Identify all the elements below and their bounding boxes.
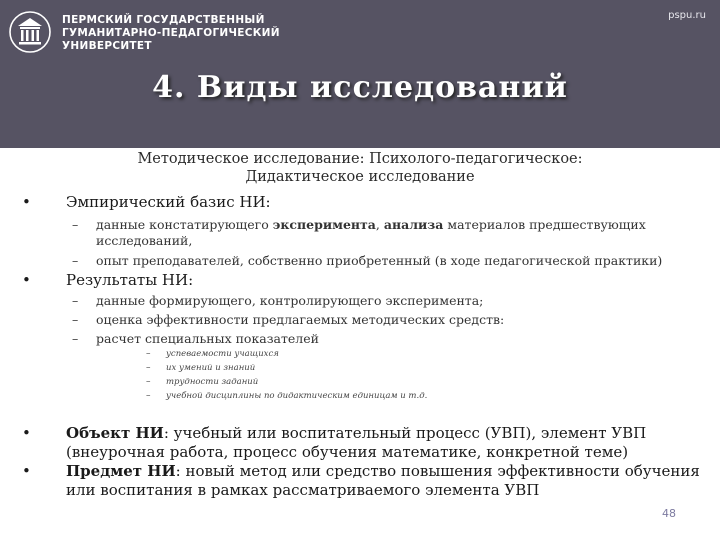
text-fragment: материалов предшествующих <box>443 217 646 232</box>
results-subitem <box>0 349 720 361</box>
subtitle-line: Дидактическое исследование <box>245 169 475 185</box>
results-subitem <box>0 391 720 403</box>
bullet-marker: • <box>22 271 31 289</box>
empirical-item <box>0 217 720 233</box>
object-label: Объект НИ <box>66 424 164 442</box>
text-fragment: данные констатирующего <box>96 217 273 232</box>
emphasis-text: анализа <box>383 217 444 232</box>
results-subitem-text: трудности заданий <box>166 377 259 387</box>
site-link[interactable]: pspu.ru <box>668 10 706 21</box>
results-subitem <box>0 363 720 375</box>
bullet-subject <box>0 462 720 482</box>
slide-subtitle <box>60 150 660 186</box>
dash-marker: – <box>146 377 151 387</box>
object-continuation <box>0 443 720 463</box>
subject-label: Предмет НИ <box>66 462 176 480</box>
dash-marker: – <box>72 312 79 327</box>
empirical-label: Эмпирический базис НИ: <box>66 193 271 211</box>
header-band <box>0 0 720 148</box>
dash-marker: – <box>72 331 79 346</box>
results-item <box>0 312 720 328</box>
university-name-line: УНИВЕРСИТЕТ <box>62 40 152 52</box>
university-name-line: ПЕРМСКИЙ ГОСУДАРСТВЕННЫЙ <box>62 14 265 26</box>
dash-marker: – <box>146 391 151 401</box>
object-line <box>66 424 646 442</box>
empirical-item-text: исследований, <box>96 233 193 248</box>
subject-text: : новый метод или средство повышения эффективности обучения <box>175 462 700 480</box>
results-label: Результаты НИ: <box>66 271 194 289</box>
university-building-icon <box>8 10 52 54</box>
empirical-item-continuation <box>0 233 720 249</box>
results-subitem-text: учебной дисциплины по дидактическим единицам и т.д. <box>166 391 428 401</box>
results-item <box>0 293 720 309</box>
results-item-text: оценка эффективности предлагаемых методических средств: <box>96 312 505 327</box>
results-subitem <box>0 377 720 389</box>
emphasis-text: эксперимента <box>272 217 376 232</box>
subject-continuation <box>0 481 720 501</box>
subject-line <box>66 462 700 480</box>
subtitle-line: Методическое исследование: Психолого-педагогическое: <box>137 151 583 167</box>
bullet-marker: • <box>22 462 31 480</box>
page-number: 48 <box>662 507 676 520</box>
empirical-item-text <box>96 217 646 232</box>
bullet-empirical <box>0 193 720 213</box>
dash-marker: – <box>72 293 79 308</box>
results-subitem-text: успеваемости учащихся <box>166 349 279 359</box>
results-item <box>0 331 720 347</box>
text-fragment: , <box>375 217 384 232</box>
results-subitem-text: их умений и знаний <box>166 363 256 373</box>
empirical-item <box>0 253 720 269</box>
results-item-text: расчет специальных показателей <box>96 331 319 346</box>
subject-text: или воспитания в рамках рассматриваемого элемента УВП <box>66 481 540 499</box>
university-name-line: ГУМАНИТАРНО-ПЕДАГОГИЧЕСКИЙ <box>62 27 280 39</box>
dash-marker: – <box>146 363 151 373</box>
results-item-text: данные формирующего, контролирующего эксперимента; <box>96 293 484 308</box>
bullet-marker: • <box>22 193 31 211</box>
bullet-object <box>0 424 720 444</box>
university-name <box>62 14 280 53</box>
bullet-results <box>0 271 720 291</box>
dash-marker: – <box>146 349 151 359</box>
dash-marker: – <box>72 217 79 232</box>
bullet-marker: • <box>22 424 31 442</box>
object-text: : учебный или воспитательный процесс (УВП), элемент УВП <box>163 424 647 442</box>
dash-marker: – <box>72 253 79 268</box>
object-text: (внеурочная работа, процесс обучения математике, конкретной теме) <box>66 443 629 461</box>
empirical-item-text: опыт преподавателей, собственно приобретенный (в ходе педагогической практики) <box>96 253 663 268</box>
slide-title: 4. Виды исследований <box>152 70 568 105</box>
